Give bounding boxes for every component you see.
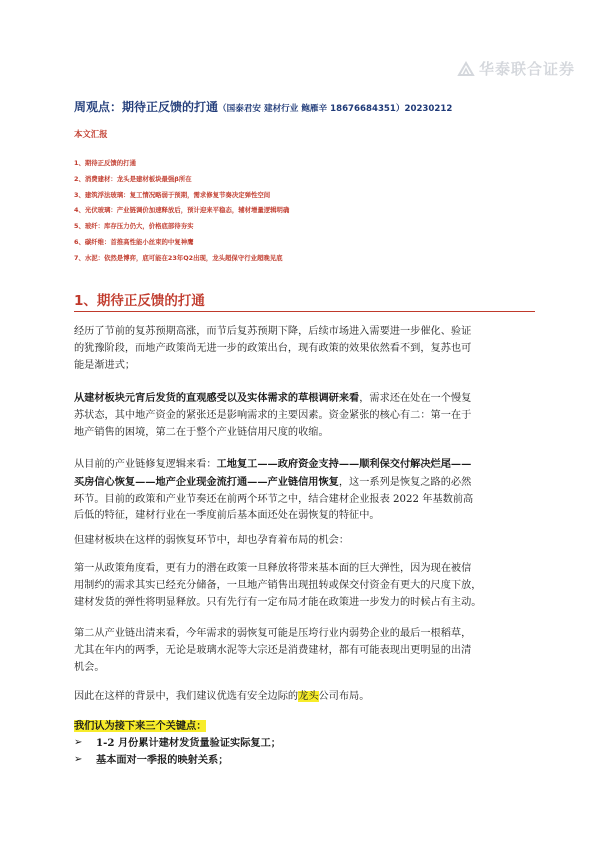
text-line: 能是渐进式；	[74, 359, 136, 371]
summary-list	[74, 158, 289, 269]
title-main: 周观点：期待正反馈的打通	[74, 100, 219, 114]
paragraph-3	[74, 456, 535, 525]
highlighted-text: 龙头	[298, 691, 319, 702]
key-point-item	[74, 752, 535, 769]
key-point-text: 1-2 月份累计建材发货量验证实际复工；	[96, 736, 281, 749]
summary-item: 3、建筑浮法玻璃：复工情况略弱于预期，需求修复节奏决定弹性空间	[74, 190, 271, 199]
text-line: 尤其在年内的两季，无论是玻璃水泥等大宗还是消费建材，都有可能表现出更明显的出清	[74, 644, 472, 656]
section-title: 1、期待正反馈的打通	[74, 293, 205, 309]
text-line: 第一从政策角度看，更有力的潜在政策一旦释放将带来基本面的巨大弹性，因为现在被信	[74, 563, 472, 574]
text-line: 后低的特征，建材行业在一季度前后基本面还处在弱恢复的特征中。	[74, 510, 380, 522]
text-line: 的犹豫阶段，而地产政策尚无进一步的政策出台，现有政策的效果依然看不到，复苏也可	[74, 342, 472, 354]
text-run: ，需求还在处在一个慢复	[359, 393, 472, 404]
key-point-text: 基本面对一季报的映射关系；	[96, 753, 229, 766]
paragraph-1	[74, 324, 535, 374]
summary-item: 1、期待正反馈的打通	[74, 159, 136, 167]
section-divider	[74, 311, 535, 312]
text-line: 环节。目前的政策和产业节奏还在前两个环节之中，结合建材企业报表 2022 年基数前高	[74, 493, 474, 505]
paragraph-2	[74, 390, 535, 441]
brand-logo	[457, 58, 575, 79]
key-points-heading-text: 我们认为接下来三个关键点：	[74, 720, 207, 732]
bold-lead: 从建材板块元宵后发货的直观感受以及实体需求的草根调研来看	[74, 392, 360, 404]
summary-item: 5、玻纤：库存压力仍大，价格底部待夯实	[74, 222, 194, 231]
text-line: 经历了节前的复苏预期高涨，而节后复苏预期下降，后续市场进入需要进一步催化、验证	[74, 326, 472, 337]
paragraph-6	[74, 626, 535, 676]
key-point-item	[74, 735, 535, 752]
summary-item: 2、消费建材：龙头是建材板块最强β所在	[74, 174, 192, 183]
logo-mark-icon	[457, 60, 475, 78]
arrow-bullet-icon: ➢	[74, 736, 83, 748]
text-run: 公司布局。	[318, 691, 370, 702]
text-line: 地产销售的困境，第二在于整个产业链信用尺度的收缩。	[74, 426, 329, 438]
text-line	[74, 456, 535, 474]
text-line: 第二从产业链出清来看，今年需求的弱恢复可能是压垮行业内弱势企业的最后一根稻草，	[74, 628, 472, 639]
paragraph-7	[74, 689, 535, 706]
page-title	[74, 98, 534, 115]
paragraph-4	[74, 533, 535, 550]
text-line	[74, 689, 535, 706]
bold-chain: 工地复工——政府资金支持——顺利保交付解决烂尾——	[216, 458, 472, 470]
text-run: ，这一系列是恢复之路的必然	[338, 476, 472, 488]
summary-item: 7、水泥：依然是博弈，底可能在23年Q2出现，龙头超保守行业超晚见底	[74, 253, 283, 262]
paragraph-5	[74, 561, 535, 611]
title-subtitle: （国泰君安 建材行业 鲍雁辛 18676684351）20230212	[218, 104, 453, 114]
summary-item: 6、碳纤维：首推高性能小丝束的中复神鹰	[74, 237, 194, 246]
text-line	[74, 390, 535, 408]
text-run: 从目前的产业链修复逻辑来看：	[74, 459, 217, 470]
summary-item: 4、光伏玻璃：产业链调价加速释放后，预计迎来平稳态，辅材增量逻辑明确	[74, 206, 290, 215]
text-run: 因此在这样的背景中，我们建议优选有安全边际的	[74, 691, 299, 702]
text-line: 但建材板块在这样的弱恢复环节中，却也孕育着布局的机会：	[74, 535, 350, 546]
text-line: 机会。	[74, 661, 105, 673]
key-points	[74, 718, 535, 768]
text-line: 用制约的需求其实已经充分储备，一旦地产销售出现扭转或保交付资金有更大的尺度下放，	[74, 579, 482, 591]
text-line: 苏状态，其中地产资金的紧张还是影响需求的主要因素。资金紧张的核心有二：第一在于	[74, 409, 472, 421]
bold-chain: 买房信心恢复——地产企业现金流打通——产业链信用恢复	[74, 475, 339, 488]
logo-text: 华泰联合证券	[478, 60, 575, 78]
text-line	[74, 474, 535, 492]
key-points-heading	[74, 718, 535, 735]
summary-heading: 本文汇报	[74, 129, 108, 139]
text-line: 建材发货的弹性将明显释放。只有先行有一定布局才能在政策进一步发力的时候占有主动。	[74, 596, 482, 608]
arrow-bullet-icon: ➢	[74, 753, 83, 765]
